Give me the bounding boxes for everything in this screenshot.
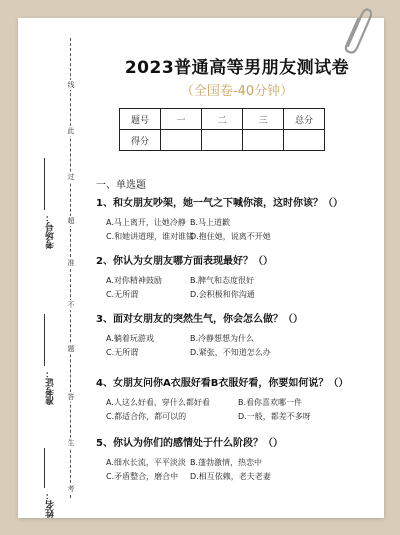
score-table-header-row [120,109,325,130]
option-a[interactable]: A.细水长流，平平淡淡 [106,457,186,467]
section-title: 一、单选题 [96,180,146,191]
paperclip-icon [338,6,372,54]
option-a[interactable]: A.马上离开，让她冷静 [106,217,186,227]
question [96,194,386,243]
option-c[interactable]: C.矛盾整合，磨合中 [106,471,179,481]
seal-char: 此 [67,127,75,135]
score-cell[interactable] [243,130,284,151]
option-a[interactable]: A.躺着玩游戏 [106,333,154,343]
question [96,310,386,359]
score-cell[interactable] [202,130,243,151]
option-b[interactable]: B.蓬勃激情，热恋中 [190,457,263,467]
option-b[interactable]: B.马上道歉 [190,217,231,227]
score-table [119,108,325,151]
option-c[interactable]: C.和她讲道理，谁对谁错 [106,231,195,241]
question-stem: 3、面对女朋友的突然生气，你会怎么做？（） [96,314,303,325]
seal-char: 超 [67,217,75,225]
score-header-cell: 总分 [284,109,325,130]
score-header-cell: 三 [243,109,284,130]
option-d[interactable]: D.一般，都差不多呀 [238,411,311,421]
seal-char: 准 [67,259,75,267]
name-field[interactable] [44,448,57,518]
option-d[interactable]: D.相互依赖，老夫老妻 [190,471,271,481]
option-d[interactable]: D.会积极和你沟通 [190,289,255,299]
question-stem: 2、你认为女朋友哪方面表现最好？（） [96,256,273,267]
question-stem: 5、你认为你们的感情处于什么阶段？（） [96,438,283,449]
question-stem: 4、女朋友问你A衣服好看B衣服好看，你要如何说？（） [96,378,349,389]
option-b[interactable]: B.看你喜欢哪一件 [238,397,303,407]
score-table-score-row [120,130,325,151]
question-stem: 1、和女朋友吵架，她一气之下喊你滚，这时你该？（） [96,198,343,209]
score-row-label: 得分 [120,130,161,151]
option-d[interactable]: D.抱住她，说离不开她 [190,231,271,241]
option-c[interactable]: C.都适合你，都可以的 [106,411,187,421]
seal-char: 不 [67,301,75,309]
question [96,434,386,483]
seal-char: 答 [67,393,75,401]
admission-number-field[interactable] [44,314,57,405]
option-b[interactable]: B.冷静想想为什么 [190,333,255,343]
seal-line [70,38,71,498]
page-title: 2023普通高等男朋友测试卷 [124,58,350,78]
seal-char: 过 [67,173,75,181]
option-a[interactable]: A.对你精神鼓励 [106,275,162,285]
binding-margin [18,18,90,518]
option-c[interactable]: C.无所谓 [106,289,139,299]
admission-number-label: 准考证： [46,369,56,405]
exam-room-label: 考场号： [46,213,56,249]
seal-char: 线 [67,81,75,89]
seal-char: 考 [67,485,75,493]
option-c[interactable]: C.无所谓 [106,347,139,357]
score-header-cell: 一 [161,109,202,130]
exam-paper [18,18,384,518]
name-label: 姓名： [46,491,56,518]
score-cell[interactable] [161,130,202,151]
score-header-cell: 二 [202,109,243,130]
option-b[interactable]: B.脾气和态度很好 [190,275,255,285]
seal-char: 题 [67,345,75,353]
option-a[interactable]: A.人这么好看，穿什么都好看 [106,397,210,407]
page-subtitle: （全国卷-40分钟） [180,84,294,99]
question [96,374,386,423]
question [96,252,386,301]
seal-char: 生 [67,439,75,447]
exam-room-field[interactable] [44,158,57,249]
score-header-cell: 题号 [120,109,161,130]
score-cell[interactable] [284,130,325,151]
option-d[interactable]: D.紧张，不知道怎么办 [190,347,271,357]
